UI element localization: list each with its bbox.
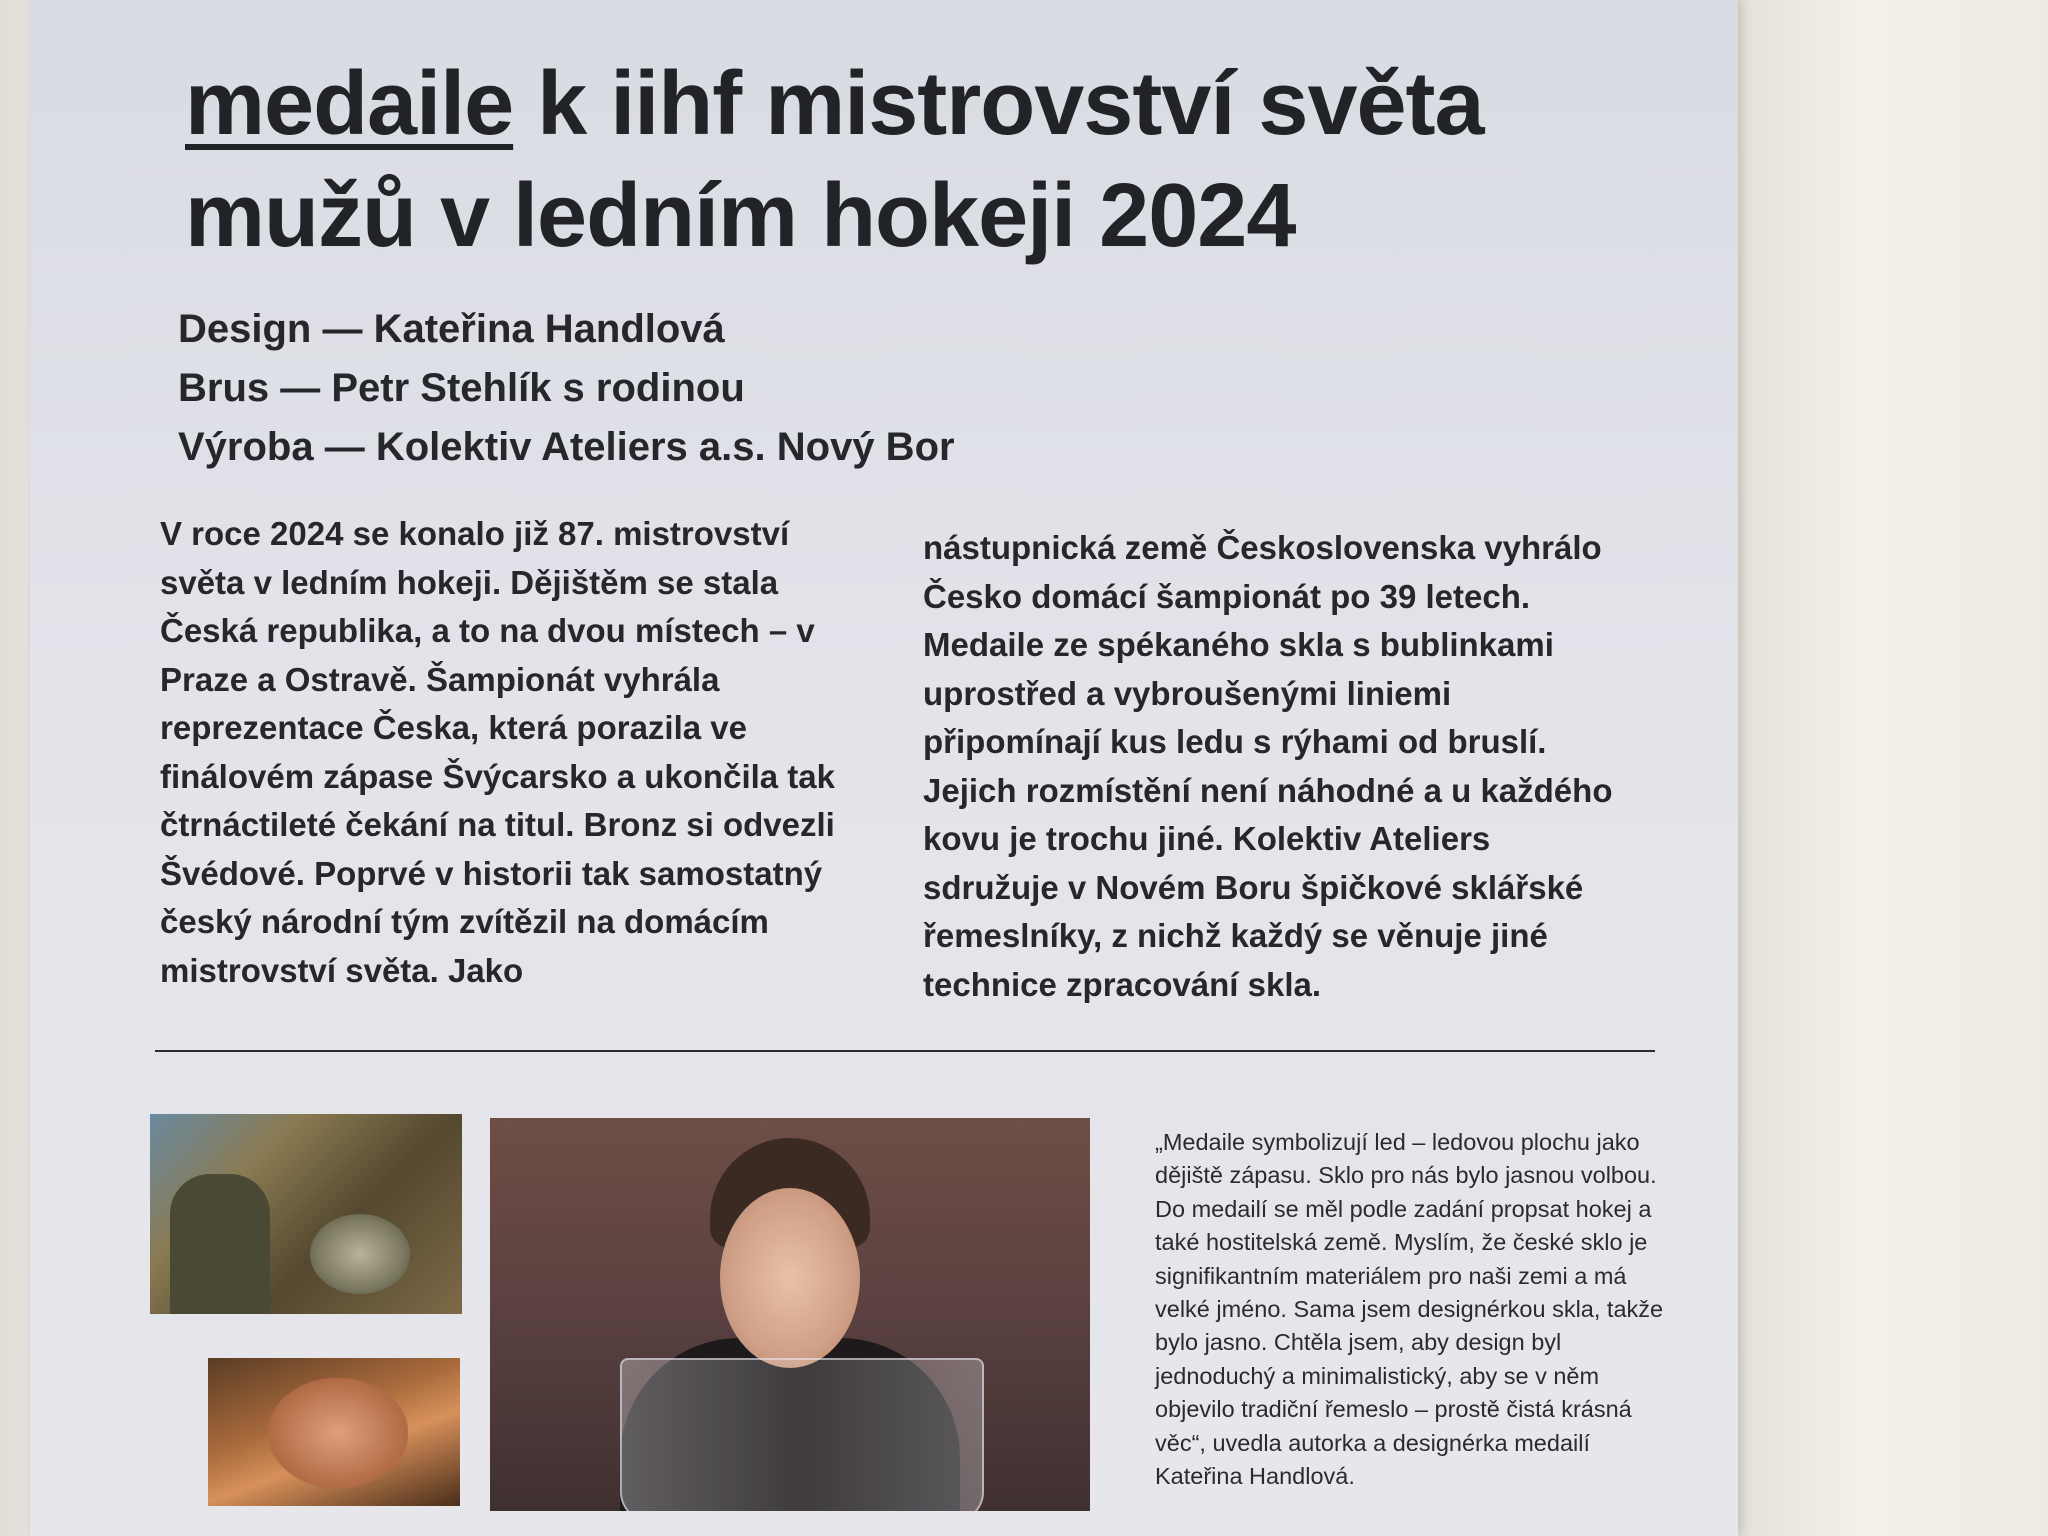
body-column-left (160, 510, 860, 995)
photo-glass-cutter (150, 1114, 462, 1314)
body-column-right (923, 524, 1623, 1009)
credit-vyroba: Výroba — Kolektiv Ateliers a.s. Nový Bor (178, 425, 955, 469)
divider (155, 1050, 1655, 1052)
photo-face (720, 1188, 860, 1368)
exhibition-panel (30, 0, 1738, 1536)
credit-brus: Brus — Petr Stehlík s rodinou (178, 366, 745, 410)
photo-figure (170, 1174, 270, 1314)
photo-hands (268, 1378, 408, 1488)
title-rest: k iihf mistrovství světa mužů v ledním hokeji 2024 (185, 54, 1484, 266)
photo-designer-portrait (490, 1118, 1090, 1511)
quote-text: „Medaile symbolizují led – ledovou plochu jako dějiště zápasu. Sklo pro nás bylo jasnou volbou. Do medailí se měl podle zadání propsat hokej a také hostitelská země. Myslím, že české sklo je signifikantním materiálem pro naši zemi a má velké jméno. Sama jsem designérkou skla, takže bylo jasno. Chtěla jsem, aby design byl jednoduchý a minimalistický, aby se v něm objevilo tradiční řemeslo – prostě čistá krásná věc“, uvedla autorka a designérka medailí Kateřina Handlová. (1155, 1129, 1664, 1490)
credits (178, 300, 1278, 477)
photo-glass-vessel (620, 1358, 984, 1511)
body-text-left: V roce 2024 se konalo již 87. mistrovství světa v ledním hokeji. Dějištěm se stala Česká republika, a to na dvou místech – v Praze a Ostravě. Šampionát vyhrála reprezentace Česka, která porazila ve finálovém zápase Švýcarsko a ukončila tak čtrnáctileté čekání na titul. Bronz si odvezli Švédové. Poprvé v historii tak samostatný český národní tým zvítězil na domácím mistrovství světa. Jako (160, 515, 836, 989)
designer-quote (1155, 1126, 1675, 1493)
credit-design: Design — Kateřina Handlová (178, 307, 725, 351)
wall-right (1738, 0, 2048, 1536)
photo-grinding-wheel (310, 1214, 410, 1294)
photo-hands-glass (208, 1358, 460, 1506)
body-text-right: nástupnická země Československa vyhrálo Česko domácí šampionát po 39 letech. Medaile ze spékaného skla s bublinkami uprostřed a vybroušenými liniemi připomínají kus ledu s rýhami od bruslí. Jejich rozmístění není náhodné a u každého kovu je trochu jiné. Kolektiv Ateliers sdružuje v Novém Boru špičkové sklářské řemeslníky, z nichž každý se věnuje jiné technice zpracování skla. (923, 529, 1613, 1003)
title-underlined-word: medaile (185, 54, 514, 154)
panel-title (185, 48, 1635, 272)
